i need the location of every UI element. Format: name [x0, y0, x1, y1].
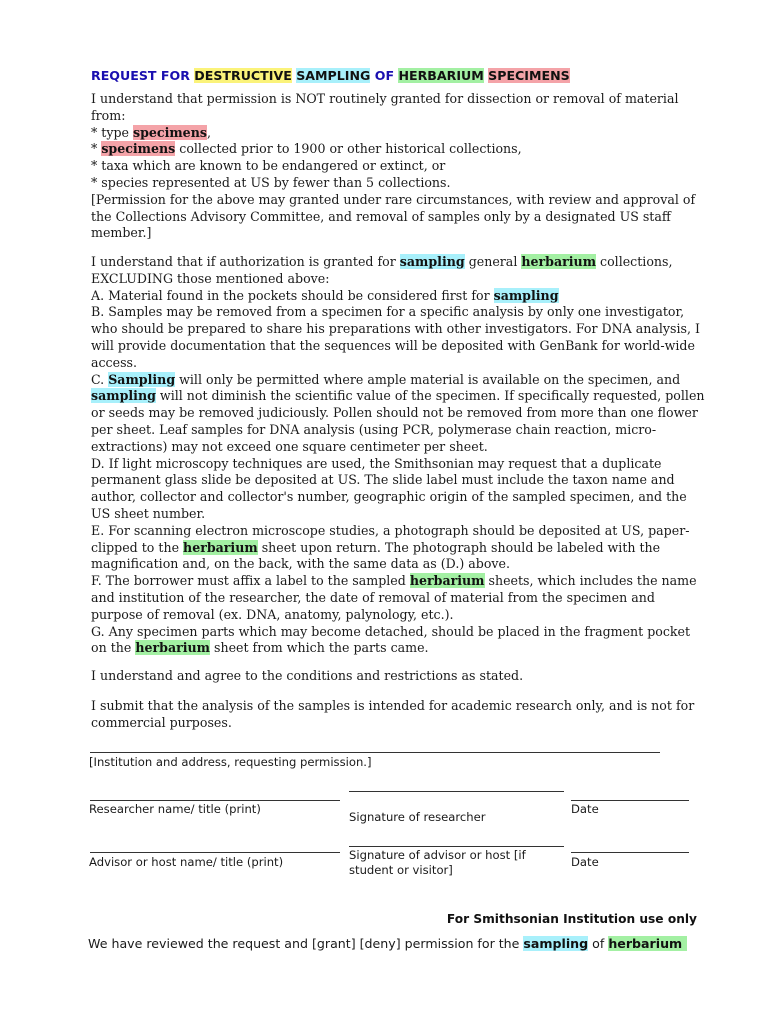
advisor-name-line[interactable]: [90, 852, 340, 853]
section-conditions: [91, 254, 706, 657]
advisor-signature-label: Signature of advisor or host [if student or visitor]: [349, 848, 526, 877]
advisor-date-label: Date: [571, 855, 599, 869]
restriction-item: * taxa which are known to be endangered or extinct, or: [91, 158, 446, 174]
advisor-name-label: Advisor or host name/ title (print): [89, 855, 284, 869]
title-highlight-sampling: SAMPLING: [296, 68, 371, 83]
submit-statement: [91, 698, 706, 732]
highlight-sampling: sampling: [91, 388, 156, 404]
submit-text: I submit that the analysis of the samples is intended for academic research only, and is not for commercial purposes.: [91, 698, 695, 730]
text: F. The borrower must affix a label to the sampled: [91, 573, 410, 589]
restrictions-intro: I understand that permission is NOT routinely granted for dissection or removal of material from:: [91, 91, 679, 123]
text: E. For scanning electron microscope studies, a photograph should be deposited at US, paper-clipped to the: [91, 522, 690, 555]
highlight-herbarium: herbarium: [183, 539, 258, 555]
title-text: REQUEST FOR: [91, 68, 195, 83]
highlight-herbarium: herbarium: [608, 936, 683, 951]
text: We have reviewed the request and [grant] [deny] permission for the: [88, 936, 524, 951]
researcher-signature-line[interactable]: [349, 791, 564, 792]
text: will not diminish the scientific value of the specimen. If specifically requested, pollen or seeds may be removed judiciously. Pollen should not be removed from more than one flower per sheet. Leaf samples for DNA analysis (using PCR, polymerase chain reaction, micro-extractions) may not exceed one square centimeter per sheet.: [91, 388, 705, 454]
title-highlight-herbarium: HERBARIUM: [398, 68, 484, 83]
title-highlight-destructive: DESTRUCTIVE: [194, 68, 292, 83]
section-restrictions: [91, 91, 706, 242]
conditions-intro: [91, 254, 706, 288]
condition-f: [91, 573, 706, 623]
highlight-sampling: Sampling: [108, 371, 176, 387]
item-text: * type: [91, 124, 133, 140]
title-highlight-specimens: SPECIMENS: [488, 68, 570, 83]
item-text: *: [91, 141, 102, 157]
text: collections, EXCLUDING those mentioned above:: [91, 254, 673, 286]
restriction-item: [91, 141, 706, 158]
highlight-herbarium: herbarium: [409, 573, 485, 589]
researcher-name-label: Researcher name/ title (print): [89, 802, 261, 816]
highlight-specimens: specimens: [133, 124, 207, 140]
text: G. Any specimen parts which may become detached, should be placed in the fragment pocket on the: [91, 623, 691, 656]
highlight-sampling: sampling: [493, 287, 559, 303]
agree-text: I understand and agree to the conditions and restrictions as stated.: [91, 668, 524, 683]
highlight-tail: [682, 936, 686, 951]
researcher-date-line[interactable]: [571, 800, 689, 801]
document-title: [91, 68, 570, 83]
condition-g: [91, 624, 706, 658]
advisor-date-line[interactable]: [571, 852, 689, 853]
text: sheet upon return. The photograph should be labeled with the magnification and, on the back, with the same data as (D.) above.: [91, 539, 661, 572]
text: sheets, which includes the name and institution of the researcher, the date of removal of material from the specimen and purpose of removal (ex. DNA, anatomy, palynology, etc.).: [91, 573, 697, 622]
item-text: ,: [206, 124, 211, 140]
institution-label: [Institution and address, requesting permission.]: [89, 755, 372, 769]
researcher-name-line[interactable]: [90, 800, 340, 801]
highlight-specimens: specimens: [101, 141, 176, 157]
restriction-item: * species represented at US by fewer than 5 collections.: [91, 174, 451, 190]
condition-d: D. If light microscopy techniques are used, the Smithsonian may request that a duplicate permanent glass slide be deposited at US. The slide label must include the taxon name and author, collector and collector's number, geographic origin of the sampled specimen, and the US sheet number.: [91, 455, 687, 521]
restriction-item: [91, 125, 706, 142]
highlight-herbarium: herbarium: [135, 640, 210, 656]
text: general: [464, 254, 522, 269]
text: A. Material found in the pockets should be considered first for: [91, 287, 494, 303]
condition-a: [91, 288, 706, 305]
text: will only be permitted where ample material is available on the specimen, and: [175, 371, 681, 387]
condition-e: [91, 523, 706, 573]
review-statement: [88, 936, 687, 951]
text: I understand that if authorization is granted for: [91, 254, 400, 269]
text: C.: [91, 371, 109, 387]
text: of: [588, 936, 609, 951]
institution-line[interactable]: [90, 752, 660, 753]
item-text: collected prior to 1900 or other historical collections,: [175, 141, 522, 157]
highlight-sampling: sampling: [523, 936, 589, 951]
researcher-signature-label: Signature of researcher: [349, 810, 486, 824]
condition-c: [91, 372, 706, 456]
official-use-heading: For Smithsonian Institution use only: [446, 912, 697, 926]
highlight-sampling: sampling: [399, 254, 465, 269]
text: sheet from which the parts came.: [210, 640, 429, 656]
researcher-date-label: Date: [571, 802, 599, 816]
condition-b: B. Samples may be removed from a specimen for a specific analysis by only one investigator, who should be prepared to share his preparations with other investigators. For DNA analysis, I will provide documentation that the sequences will be deposited with GenBank for world-wide access.: [91, 304, 700, 370]
title-text-of: OF: [370, 68, 399, 83]
advisor-signature-line[interactable]: [349, 846, 564, 847]
highlight-herbarium: herbarium: [521, 254, 597, 269]
restrictions-note: [Permission for the above may granted under rare circumstances, with review and approval of the Collections Advisory Committee, and removal of samples only by a designated US staff member.]: [91, 191, 696, 241]
agree-statement: [91, 668, 706, 685]
